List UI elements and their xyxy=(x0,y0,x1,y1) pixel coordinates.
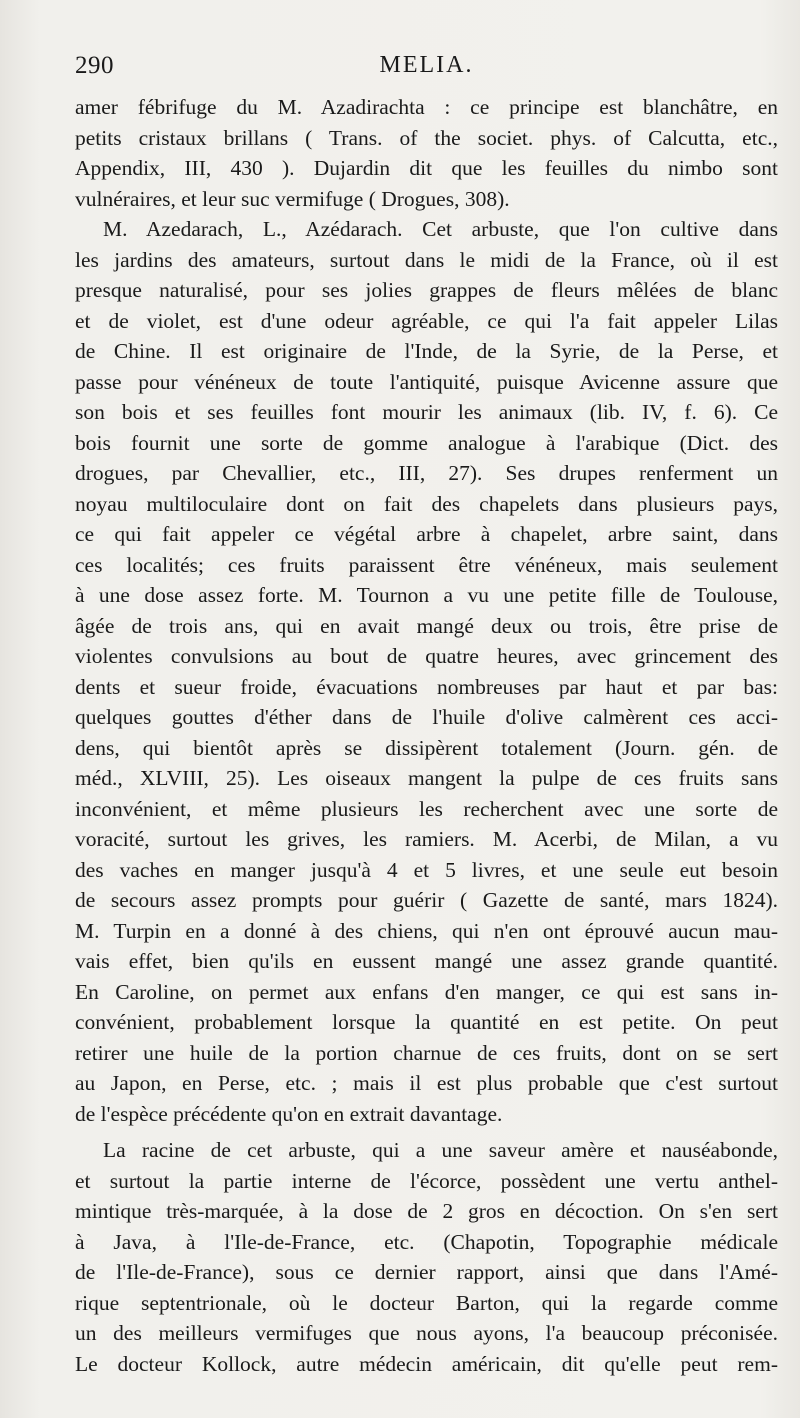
text-line: les jardins des amateurs, surtout dans le midi de la France, où il est xyxy=(75,247,778,272)
text-line: de secours assez prompts pour guérir ( Gazette de santé, mars 1824). xyxy=(75,888,778,912)
text-line: M. Azedarach, L., Azédarach. Cet arbuste, que l'on cultive dans xyxy=(103,217,778,241)
text-line: et de violet, est d'une odeur agréable, ce qui l'a fait appeler Lilas xyxy=(75,308,778,333)
text-line: ces localités; ces fruits paraissent être vénéneux, mais seulement xyxy=(75,552,778,577)
text-line: vais effet, bien qu'ils en eussent mangé une assez grande quantité. xyxy=(75,949,778,973)
text-line: noyau multiloculaire dont on fait des chapelets dans plusieurs pays, xyxy=(75,491,778,516)
text-line: vulnéraires, et leur suc vermifuge ( Drogues, 308). xyxy=(75,186,510,211)
text-line: Appendix, III, 430 ). Dujardin dit que les feuilles du nimbo sont xyxy=(75,156,778,180)
text-line: mintique très-marquée, à la dose de 2 gros en décoction. On s'en sert xyxy=(75,1199,778,1223)
text-line: petits cristaux brillans ( Trans. of the societ. phys. of Calcutta, etc., xyxy=(75,125,778,150)
text-line: presque naturalisé, pour ses jolies grappes de fleurs mêlées de blanc xyxy=(75,278,778,302)
text-line: de l'espèce précédente qu'on en extrait davantage. xyxy=(75,1101,503,1126)
running-title: MELIA. xyxy=(379,52,474,78)
text-line: âgée de trois ans, qui en avait mangé deux ou trois, être prise de xyxy=(75,613,778,638)
text-line: et surtout la partie interne de l'écorce, possèdent une vertu anthel- xyxy=(75,1168,778,1193)
text-line: à une dose assez forte. M. Tournon a vu une petite fille de Toulouse, xyxy=(75,583,778,607)
text-line: ce qui fait appeler ce végétal arbre à chapelet, arbre saint, dans xyxy=(75,522,778,546)
text-line: M. Turpin en a donné à des chiens, qui n'en ont éprouvé aucun mau- xyxy=(75,918,778,943)
text-line: de Chine. Il est originaire de l'Inde, de la Syrie, de la Perse, et xyxy=(75,339,778,363)
text-line: dents et sueur froide, évacuations nombreuses par haut et par bas: xyxy=(75,674,778,699)
text-line: La racine de cet arbuste, qui a une saveur amère et nauséabonde, xyxy=(103,1138,778,1162)
text-line: dens, qui bientôt après se dissipèrent totalement (Journ. gén. de xyxy=(75,735,778,760)
paragraph-1 xyxy=(75,92,778,214)
text-line: bois fournit une sorte de gomme analogue à l'arabique (Dict. des xyxy=(75,430,778,455)
text-line: passe pour vénéneux de toute l'antiquité, puisque Avicenne assure que xyxy=(75,369,778,394)
text-line: drogues, par Chevallier, etc., III, 27). Ses drupes renferment un xyxy=(75,461,778,485)
paragraph-2 xyxy=(75,214,778,1129)
paragraph-3 xyxy=(75,1135,778,1379)
text-line: violentes convulsions au bout de quatre heures, avec grincement des xyxy=(75,644,778,668)
text-line: convénient, probablement lorsque la quantité en est petite. On peut xyxy=(75,1010,778,1034)
text-line: à Java, à l'Ile-de-France, etc. (Chapotin, Topographie médicale xyxy=(75,1229,778,1254)
text-line: voracité, surtout les grives, les ramiers. M. Acerbi, de Milan, a vu xyxy=(75,827,778,851)
running-head xyxy=(75,52,778,92)
page-number: 290 xyxy=(75,52,114,79)
text-line: méd., XLVIII, 25). Les oiseaux mangent la pulpe de ces fruits sans xyxy=(75,766,778,790)
text-line: Le docteur Kollock, autre médecin américain, dit qu'elle peut rem- xyxy=(75,1351,778,1376)
text-line: En Caroline, on permet aux enfans d'en manger, ce qui est sans in- xyxy=(75,979,778,1004)
text-line: un des meilleurs vermifuges que nous ayons, l'a beaucoup préconisée. xyxy=(75,1321,778,1345)
text-line: retirer une huile de la portion charnue de ces fruits, dont on se sert xyxy=(75,1040,778,1065)
text-line: son bois et ses feuilles font mourir les animaux (lib. IV, f. 6). Ce xyxy=(75,400,778,424)
text-line: des vaches en manger jusqu'à 4 et 5 livres, et une seule eut besoin xyxy=(75,857,778,882)
text-line: inconvénient, et même plusieurs les recherchent avec une sorte de xyxy=(75,796,778,821)
text-line: rique septentrionale, où le docteur Barton, qui la regarde comme xyxy=(75,1290,778,1315)
text-line: quelques gouttes d'éther dans de l'huile d'olive calmèrent ces acci- xyxy=(75,705,778,729)
text-line: amer fébrifuge du M. Azadirachta : ce principe est blanchâtre, en xyxy=(75,95,778,119)
text-line: de l'Ile-de-France), sous ce dernier rapport, ainsi que dans l'Amé- xyxy=(75,1260,778,1284)
text-line: au Japon, en Perse, etc. ; mais il est plus probable que c'est surtout xyxy=(75,1071,778,1095)
